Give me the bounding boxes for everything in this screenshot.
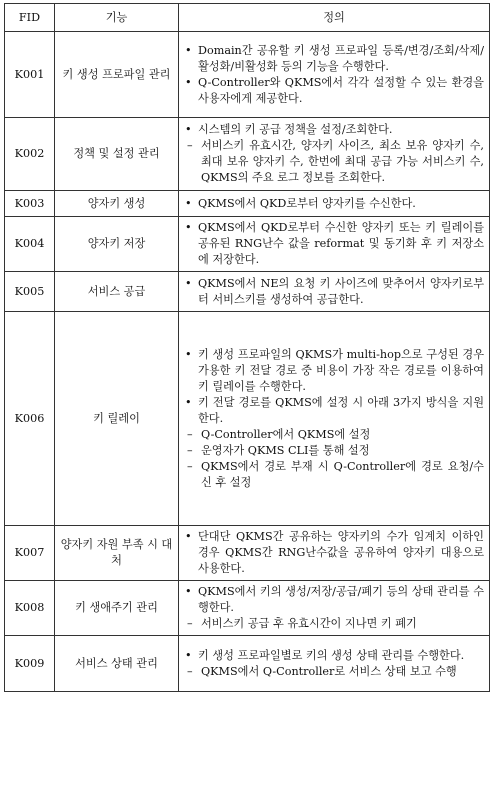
table-header-row: [5, 4, 490, 32]
fid-cell: K006: [5, 312, 55, 526]
bullet-item: • 키 전달 경로를 QKMS에 설정 시 아래 3가지 방식을 지원한다.: [183, 395, 484, 427]
table-row: [5, 636, 490, 692]
fid-cell: K002: [5, 118, 55, 191]
dash-item: – 운영자가 QKMS CLI를 통해 설정: [183, 443, 484, 459]
table-row: [5, 272, 490, 312]
definition-cell: [179, 636, 490, 692]
table-row: [5, 191, 490, 217]
function-cell: 키 생애주기 관리: [55, 581, 179, 636]
fid-cell: K004: [5, 217, 55, 272]
bullet-item: • QKMS에서 QKD로부터 양자키를 수신한다.: [183, 196, 484, 212]
fid-cell: K003: [5, 191, 55, 217]
function-cell: 양자키 자원 부족 시 대처: [55, 526, 179, 581]
definition-cell: [179, 118, 490, 191]
table-row: [5, 581, 490, 636]
function-cell: 정책 및 설정 관리: [55, 118, 179, 191]
bullet-item: • QKMS에서 키의 생성/저장/공급/폐기 등의 상태 관리를 수행한다.: [183, 584, 484, 616]
definition-cell: [179, 526, 490, 581]
table-row: [5, 312, 490, 526]
definition-cell: [179, 312, 490, 526]
dash-item: – 서비스키 공급 후 유효시간이 지나면 키 폐기: [183, 616, 484, 632]
function-cell: 양자키 저장: [55, 217, 179, 272]
dash-item: – 서비스키 유효시간, 양자키 사이즈, 최소 보유 양자키 수, 최대 보유 양자키 수, 한번에 최대 공급 가능 서비스키 수, QKMS의 주요 로그 정보를 조회한다.: [183, 138, 484, 186]
bullet-item: • QKMS에서 QKD로부터 수신한 양자키 또는 키 릴레이를 공유된 RNG난수 값을 reformat 및 동기화 후 키 저장소에 저장한다.: [183, 220, 484, 268]
fid-cell: K007: [5, 526, 55, 581]
function-cell: 키 릴레이: [55, 312, 179, 526]
bullet-item: • QKMS에서 NE의 요청 키 사이즈에 맞추어서 양자키로부터 서비스키를 생성하여 공급한다.: [183, 276, 484, 308]
dash-item: – Q-Controller에서 QKMS에 설정: [183, 427, 484, 443]
function-definition-table: [4, 3, 490, 692]
definition-cell: [179, 272, 490, 312]
header-fid: FID: [5, 4, 55, 32]
definition-cell: [179, 32, 490, 118]
definition-cell: [179, 581, 490, 636]
function-cell: 서비스 공급: [55, 272, 179, 312]
fid-cell: K008: [5, 581, 55, 636]
dash-item: – QKMS에서 Q-Controller로 서비스 상태 보고 수행: [183, 664, 484, 680]
bullet-item: • 키 생성 프로파일별로 키의 생성 상태 관리를 수행한다.: [183, 648, 484, 664]
function-cell: 양자키 생성: [55, 191, 179, 217]
definition-cell: [179, 217, 490, 272]
function-cell: 키 생성 프로파일 관리: [55, 32, 179, 118]
fid-cell: K009: [5, 636, 55, 692]
function-cell: 서비스 상태 관리: [55, 636, 179, 692]
fid-cell: K005: [5, 272, 55, 312]
table-row: [5, 526, 490, 581]
table-row: [5, 32, 490, 118]
bullet-item: • Domain간 공유할 키 생성 프로파일 등록/변경/조회/삭제/활성화/비활성화 등의 기능을 수행한다.: [183, 43, 484, 75]
fid-cell: K001: [5, 32, 55, 118]
header-function: 기능: [55, 4, 179, 32]
bullet-item: • 키 생성 프로파일의 QKMS가 multi-hop으로 구성된 경우 가용한 키 전달 경로 중 비용이 가장 작은 경로를 이용하여 키 릴레이를 수행한다.: [183, 347, 484, 395]
dash-item: – QKMS에서 경로 부재 시 Q-Controller에 경로 요청/수신 후 설정: [183, 459, 484, 491]
definition-cell: [179, 191, 490, 217]
table-row: [5, 217, 490, 272]
header-definition: 정의: [179, 4, 490, 32]
bullet-item: • 시스템의 키 공급 정책을 설정/조회한다.: [183, 122, 484, 138]
table-row: [5, 118, 490, 191]
bullet-item: • 단대단 QKMS간 공유하는 양자키의 수가 임계치 이하인 경우 QKMS간 RNG난수값을 공유하여 양자키 대용으로 사용한다.: [183, 529, 484, 577]
bullet-item: • Q-Controller와 QKMS에서 각각 설정할 수 있는 환경을 사용자에게 제공한다.: [183, 75, 484, 107]
